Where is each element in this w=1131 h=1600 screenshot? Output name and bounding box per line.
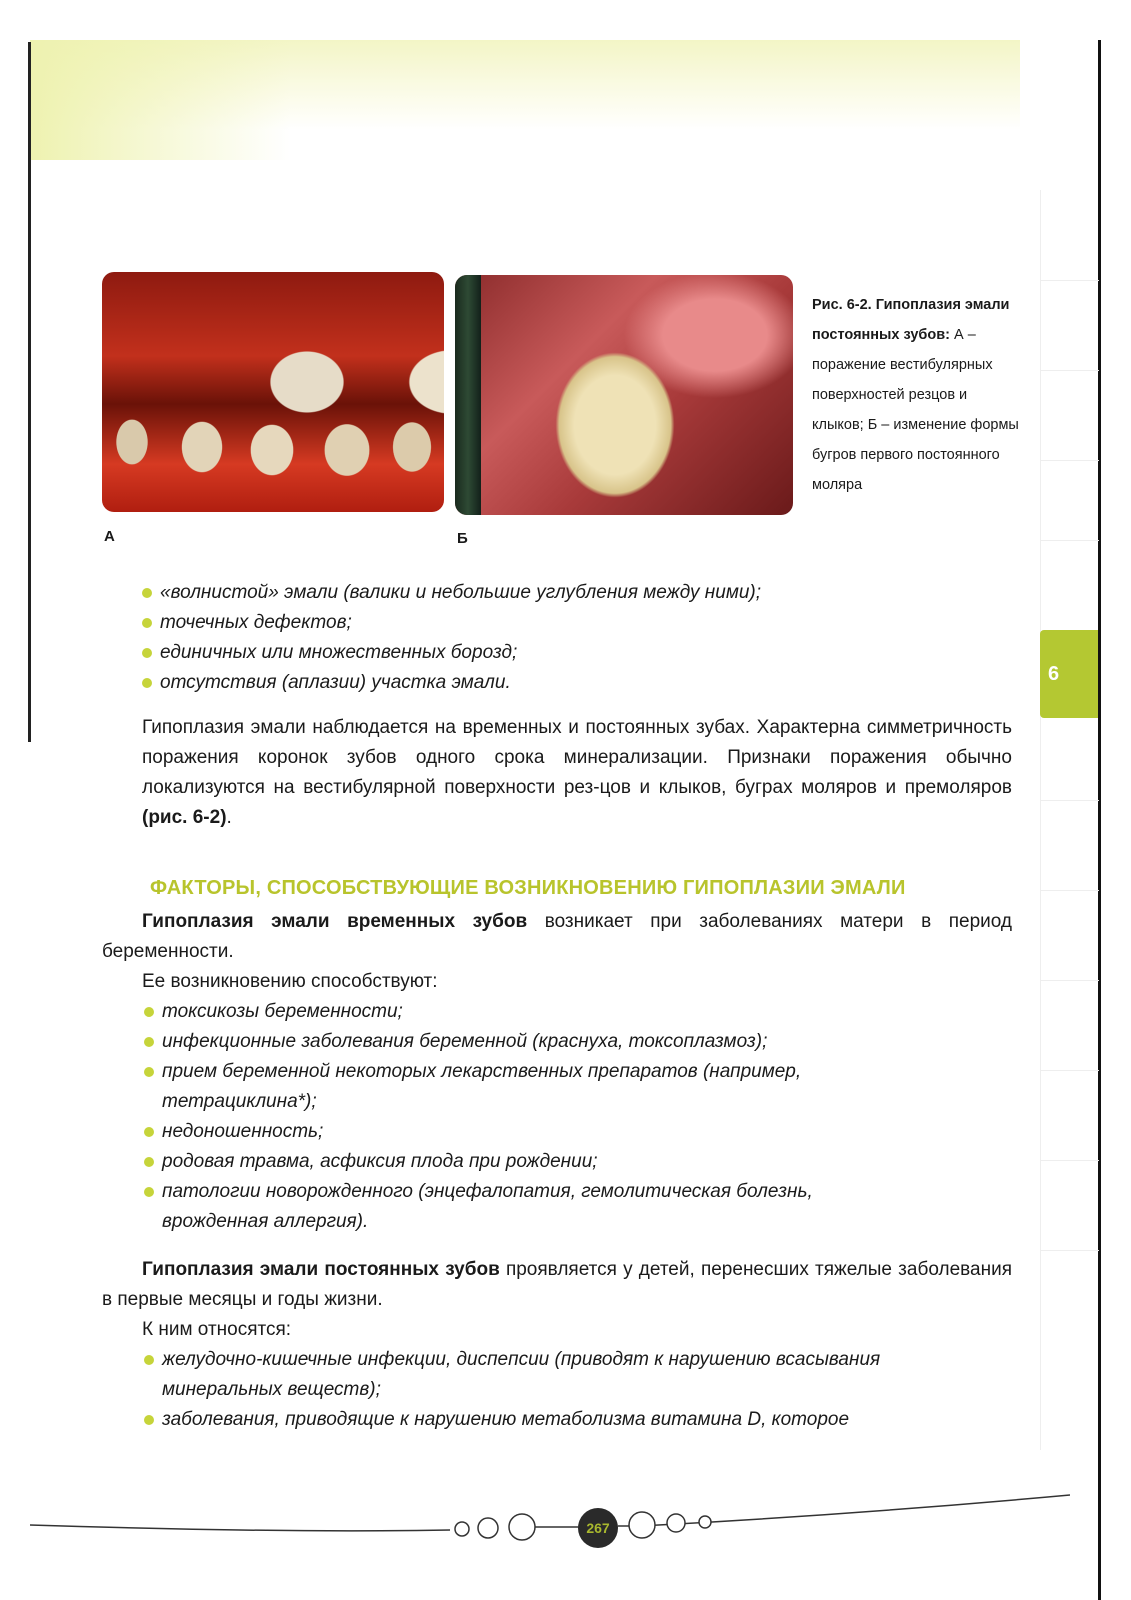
paragraph-end: . — [226, 807, 232, 828]
figure-label-a: А — [104, 528, 115, 545]
section-permanent-teeth — [102, 1255, 1012, 1435]
list-item: недоношенность; — [142, 1117, 902, 1147]
paragraph-intro — [142, 713, 1012, 833]
footer-circle — [667, 1514, 685, 1532]
section-heading: ФАКТОРЫ, СПОСОБСТВУЮЩИЕ ВОЗНИКНОВЕНИЮ ГИПОПЛАЗИИ ЭМАЛИ — [150, 877, 906, 899]
section-lead-bold: Гипоплазия эмали постоянных зубов — [142, 1259, 500, 1280]
section-temporary-teeth — [102, 907, 1012, 1237]
chapter-tabs-strip — [1040, 190, 1099, 1450]
paragraph-text: Гипоплазия эмали наблюдается на временных и постоянных зубах. Характерна симметричность поражения коронок зубов одного срока минерализации. Признаки поражения обычно локализуются на вестибулярной поверхности рез-цов и клыков, буграх моляров и премоляров — [142, 717, 1012, 798]
section-intro: Ее возникновению способствуют: — [142, 971, 438, 992]
page-number: 267 — [578, 1508, 618, 1548]
list-item: «волнистой» эмали (валики и небольшие углубления между ними); — [140, 578, 1020, 608]
list-item: заболевания, приводящие к нарушению метаболизма витамина D, которое — [142, 1405, 1002, 1435]
tab-divider — [1041, 1070, 1099, 1071]
list-item: точечных дефектов; — [140, 608, 1020, 638]
dental-instrument — [455, 275, 481, 515]
header-band-accent — [30, 40, 290, 160]
tab-divider — [1041, 280, 1099, 281]
list-item: единичных или множественных борозд; — [140, 638, 1020, 668]
tab-divider — [1041, 890, 1099, 891]
figure-reference[interactable]: (рис. 6-2) — [142, 807, 227, 828]
chapter-tab-active[interactable]: 6 — [1040, 630, 1098, 718]
tab-divider — [1041, 460, 1099, 461]
tab-divider — [1041, 370, 1099, 371]
section-lead-bold: Гипоплазия эмали временных зубов — [142, 911, 528, 932]
list-item: родовая травма, асфиксия плода при рождении; — [142, 1147, 902, 1177]
footer-circle — [455, 1522, 469, 1536]
footer-ornament — [30, 1485, 1070, 1565]
figure-caption — [812, 290, 1022, 500]
figure-caption-text: А – поражение вестибулярных поверхностей резцов и клыков; Б – изменение формы бугров первого постоянного моляра — [812, 327, 1019, 493]
footer-circle — [629, 1512, 655, 1538]
list-item: инфекционные заболевания беременной (краснуха, токсоплазмоз); — [142, 1027, 902, 1057]
figure-label-b: Б — [457, 530, 468, 547]
section-lead — [102, 1255, 1012, 1315]
tab-divider — [1041, 1160, 1099, 1161]
footer-circle — [699, 1516, 711, 1528]
section-intro: К ним относятся: — [142, 1319, 292, 1340]
list-item: отсутствия (аплазии) участка эмали. — [140, 668, 1020, 698]
section-lead-rest: возникает при заболеваниях матери в период беременности. — [102, 911, 1012, 962]
list-item: прием беременной некоторых лекарственных препаратов (например, тетрациклина*); — [142, 1057, 902, 1117]
list-item: патологии новорожденного (энцефалопатия, гемолитическая болезнь, врожденная аллергия). — [142, 1177, 902, 1237]
footer-circle — [478, 1518, 498, 1538]
list-item: желудочно-кишечные инфекции, диспепсии (приводят к нарушению всасывания минеральных веществ); — [142, 1345, 1002, 1405]
section-lead-rest: проявляется у детей, перенесших тяжелые заболевания в первые месяцы и годы жизни. — [102, 1259, 1012, 1310]
section-lead — [102, 907, 1012, 967]
left-margin-rule — [28, 42, 31, 742]
bullet-list-top — [140, 578, 1020, 698]
figure-photo-b — [455, 275, 793, 515]
figure-caption-title: Рис. 6-2. Гипоплазия эмали постоянных зубов: — [812, 297, 1010, 343]
tab-divider — [1041, 800, 1099, 801]
tab-divider — [1041, 1250, 1099, 1251]
tab-divider — [1041, 540, 1099, 541]
list-item: токсикозы беременности; — [142, 997, 902, 1027]
figure-photo-a — [102, 272, 444, 512]
footer-circle — [509, 1514, 535, 1540]
footer-curve-left — [30, 1525, 450, 1531]
tab-divider — [1041, 980, 1099, 981]
